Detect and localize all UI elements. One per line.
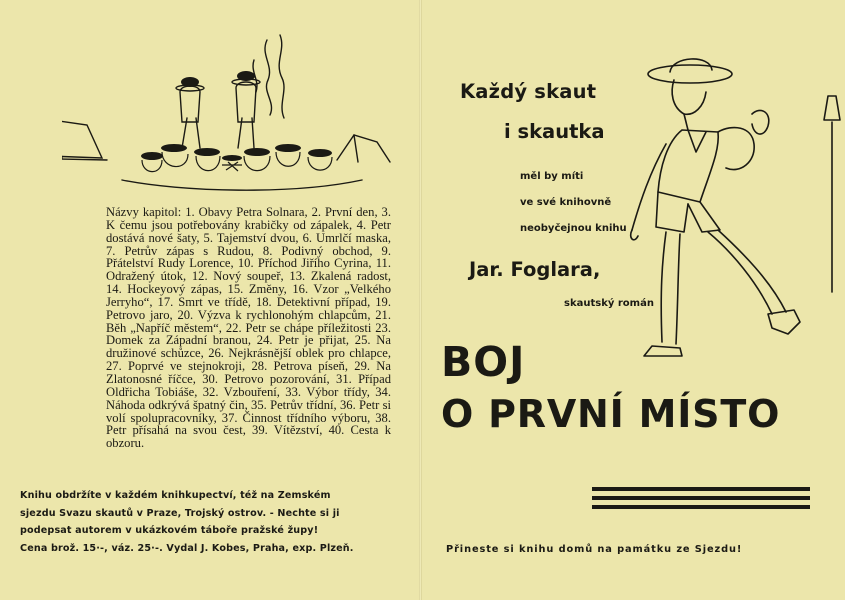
left-page [0,0,419,600]
headline-girl-scout: i skautka [504,120,605,143]
right-page [422,0,845,600]
walking-scout-illustration [622,52,844,372]
campfire-illustration [62,30,402,200]
genre-label: skautský román [564,298,654,309]
availability-note: Knihu obdržíte v každém knihkupectví, též na Zemském sjezdu Svazu skautů v Praze, Trojský ostrov. - Nechte si ji podepsat autorem v ukázkovém táboře pražské župy! Cena brož. 15·-, váz. 25·-. Vydal J. Kobes, Praha, exp. Plzeň. [20,490,354,554]
headline-every-scout: Každý skaut [460,80,597,103]
subline-unusual-book: neobyčejnou knihu [520,223,627,234]
book-title-line1: BOJ [441,338,526,386]
subline-library: ve své knihovně [520,197,612,208]
souvenir-slogan: Přineste si knihu domů na památku ze Sjezdu! [446,544,743,555]
subline-should-have: měl by míti [520,171,584,182]
decorative-bars [592,487,810,514]
chapter-list: Názvy kapitol: 1. Obavy Petra Solnara, 2. První den, 3. K čemu jsou potřebovány krabičky od zápalek, 4. Petr dostává nové šaty, 5. Tajemství dvou, 6. Umrlčí maska, 7. Petrův zápas s Rudou, 8. Podivný obchod, 9. Přátelství Rudy Lorence, 10. Příchod Jiřího Cyrina, 11. Odražený útok, 12. Nový soupeř, 13. Zkalená radost, 14. Hockeyový zápas, 15. Změny, 16. Vzor „Velkého Jerryho“, 17. Smrt ve třídě, 18. Detektivní případ, 19. Petrovo jaro, 20. Výzva k rychlonohým chlapcům, 21. Běh „Napříč městem“, 22. Petr se chápe příležitosti 23. Domek za Západní branou, 24. Petr je přijat, 25. Na družinové schůzce, 26. Nejkrásnější oblek pro chlapce, 27. Poprvé ve stejnokroji, 28. Petrova píseň, 29. Na Zlatonosné říčce, 30. Petrovo pozorování, 31. Případ Oldřicha Tobiáše, 32. Vzbouření, 33. Výbor třídy, 34. Náhoda odkrývá špatný čin, 35. Petrův třídní, 36. Petr si volí spolupracovníky, 37. Činnost třídního výboru, 38. Petr přísahá na svou čest, 39. Vítězství, 40. Cesta k obzoru. [106,205,391,451]
author-name: Jar. Foglara, [469,258,601,281]
book-title-line2: O PRVNÍ MÍSTO [441,392,781,436]
